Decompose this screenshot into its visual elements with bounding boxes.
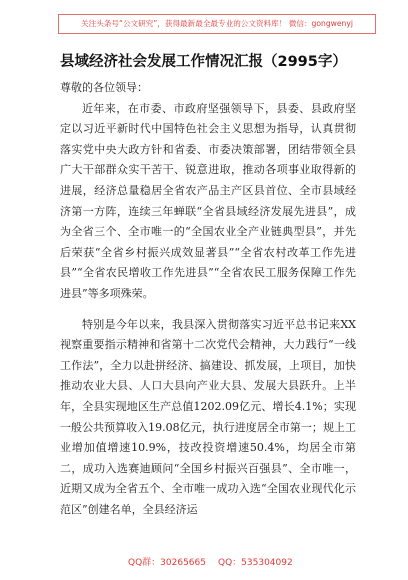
qq-group-number: QQ群：30265665: [128, 558, 206, 568]
document-body: [60, 78, 356, 520]
paragraph-2: 特别是今年以来，我县深入贯彻落实习近平总书记来XX视察重要指示精神和省第十二次党代会精神，大力践行“一线工作法”，全力以赴拼经济、搞建设、抓发展，上项目，加快推动农业大县、人口大县向产业大县、发展大县跃升。上半年，全县实现地区生产总值1202.09亿元、增长4.1%；实现一般公共预算收入19.08亿元，执行进度居全市第一；规上工业增加值增速10.9%，技改投资增速50.4%，均居全市第二，成功入选赛迪顾问“全国乡村振兴百强县”、全市唯一，近期又成为全省五个、全市唯一成功入选“全国农业现代化示范区”创建名单，全县经济运: [60, 317, 356, 516]
qq-number: QQ：535304092: [218, 558, 293, 568]
paragraph-1: 近年来，在市委、市政府坚强领导下，县委、县政府坚定以习近平新时代中国特色社会主义思想为指导，认真贯彻落实党中央大政方针和省委、市委决策部署，团结带领全县广大干部群众实干苦干、锐意进取，推动各项事业取得新的进展，经济总量稳居全省农产品主产区县首位、全市县域经济第一方阵，连续三年蝉联“全省县域经济发展先进县”，成为全省三个、全市唯一的“全国农业全产业链典型县”，并先后荣获“全省乡村振兴成效显著县”“全省农村改革工作先进县”“全省农民增收工作先进县”“全省农民工服务保障工作先进县”等多项殊荣。: [60, 101, 356, 300]
promo-banner: 关注头条号“公文研究”，获得最新最全最专业的公文资料库！ 微信：gongwenyj: [58, 14, 376, 34]
page-footer: [0, 555, 408, 571]
document-title: 县域经济社会发展工作情况汇报（2995字）: [60, 54, 347, 70]
salutation: 尊敬的各位领导：: [60, 81, 148, 94]
